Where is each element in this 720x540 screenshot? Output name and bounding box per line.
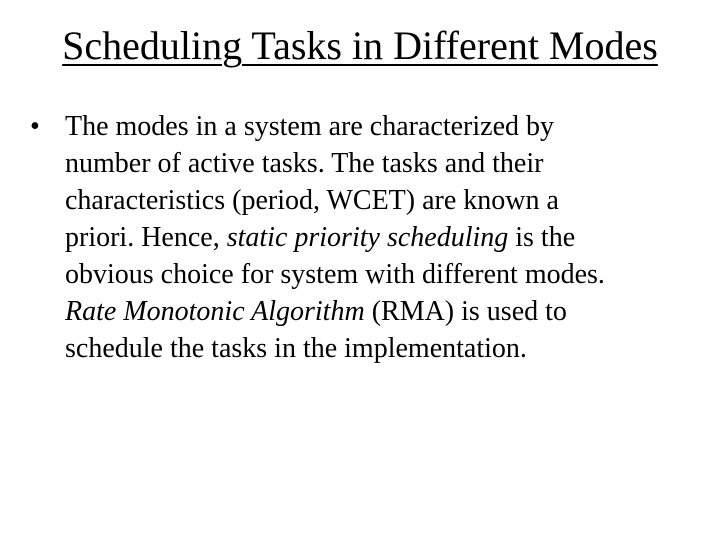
emphasized-text: static priority scheduling <box>226 222 509 253</box>
bullet-marker: • <box>30 111 40 142</box>
text-run: schedule the tasks in the implementation. <box>65 333 527 364</box>
emphasized-text: Rate Monotonic Algorithm <box>65 296 365 327</box>
text-run: The modes in a system are characterized by <box>65 111 555 142</box>
text-line <box>65 108 685 145</box>
text-line <box>65 182 685 219</box>
text-run: number of active tasks. The tasks and their <box>65 148 544 179</box>
text-run: (RMA) is used to <box>364 296 567 327</box>
bullet-text <box>65 108 685 367</box>
text-line <box>65 330 685 367</box>
slide-title: Scheduling Tasks in Different Modes <box>62 23 658 68</box>
text-run: obvious choice for system with different modes. <box>65 259 605 290</box>
text-run: characteristics (period, WCET) are known a <box>65 185 559 216</box>
text-line <box>65 145 685 182</box>
text-run: priori. Hence, <box>65 222 227 253</box>
text-run: is the <box>508 222 576 253</box>
text-line <box>65 293 685 330</box>
text-line <box>65 256 685 293</box>
text-line <box>65 219 685 256</box>
